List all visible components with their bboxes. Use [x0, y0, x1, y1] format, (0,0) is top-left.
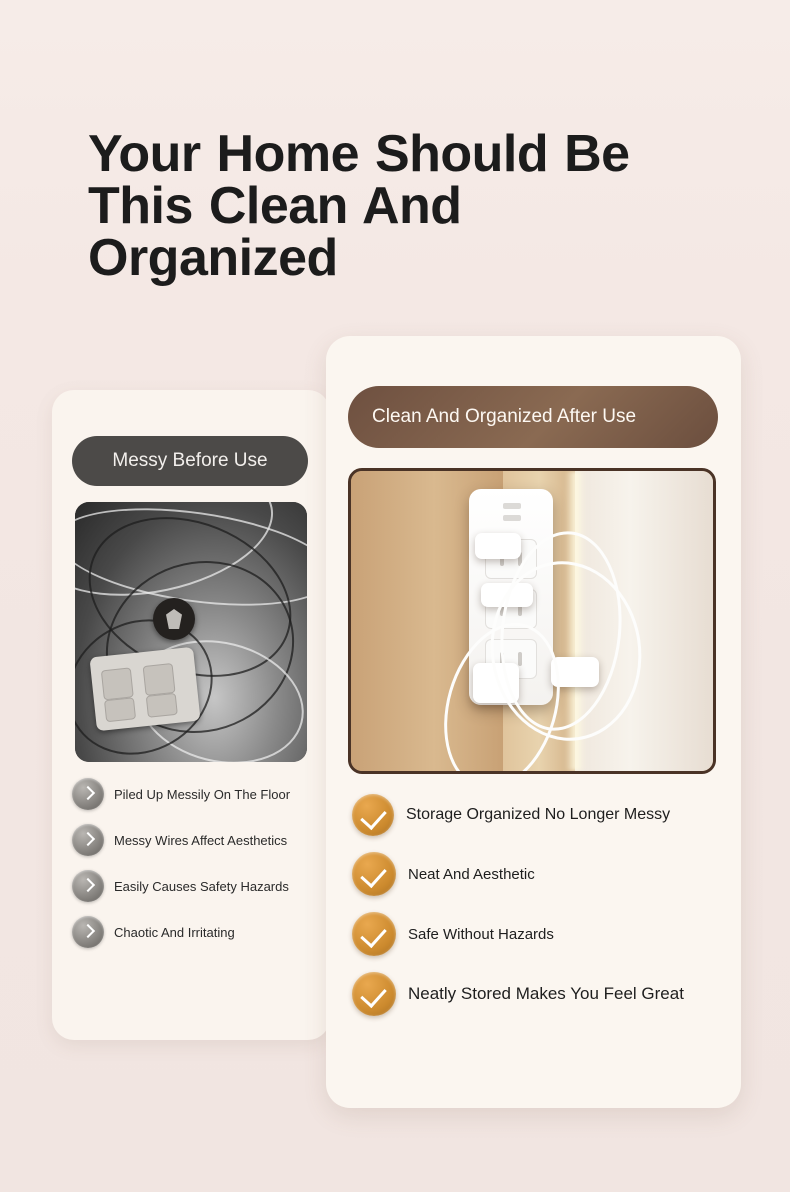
- socket-shape: [143, 663, 176, 696]
- check-circle-icon: [352, 794, 394, 836]
- chevron-right-icon: [72, 870, 104, 902]
- socket-shape: [104, 697, 136, 722]
- check-circle-icon: [352, 852, 396, 896]
- after-card: [326, 336, 741, 1108]
- list-item: [352, 852, 722, 896]
- list-item: [352, 794, 722, 836]
- after-badge-label: Clean And Organized After Use: [372, 406, 637, 428]
- list-item: [72, 824, 322, 856]
- list-item-label: Easily Causes Safety Hazards: [114, 878, 289, 894]
- list-item-label: Neatly Stored Makes You Feel Great: [408, 984, 684, 1003]
- list-item: [352, 912, 722, 956]
- list-item: [72, 870, 322, 902]
- chevron-right-icon: [72, 824, 104, 856]
- after-photo: [348, 468, 716, 774]
- list-item-label: Storage Organized No Longer Messy: [406, 806, 671, 823]
- page-title: Your Home Should Be This Clean And Organized: [88, 125, 630, 287]
- plug-shape: [475, 533, 521, 559]
- chevron-right-icon: [72, 778, 104, 810]
- list-item: [72, 778, 322, 810]
- before-photo: [75, 502, 307, 762]
- after-bullet-list: [352, 794, 722, 1032]
- chevron-right-icon: [72, 916, 104, 948]
- list-item-label: Neat And Aesthetic: [408, 865, 535, 883]
- socket-shape: [146, 693, 178, 718]
- power-strip-shape: [89, 647, 200, 731]
- list-item-label: Messy Wires Affect Aesthetics: [114, 832, 288, 848]
- list-item: [352, 972, 722, 1016]
- check-circle-icon: [352, 972, 396, 1016]
- list-item-label: Safe Without Hazards: [408, 925, 554, 943]
- list-item-label: Piled Up Messily On The Floor: [114, 786, 291, 802]
- before-badge: [72, 436, 308, 486]
- before-bullet-list: [72, 778, 322, 962]
- usb-port-shape: [503, 515, 521, 521]
- plug-adapter-shape: [153, 598, 195, 640]
- list-item-label: Chaotic And Irritating: [114, 924, 235, 940]
- before-badge-label: Messy Before Use: [112, 450, 268, 471]
- list-item: [72, 916, 322, 948]
- usb-port-shape: [503, 503, 521, 509]
- after-badge: [348, 386, 718, 448]
- check-circle-icon: [352, 912, 396, 956]
- before-card: [52, 390, 330, 1040]
- socket-shape: [101, 667, 134, 700]
